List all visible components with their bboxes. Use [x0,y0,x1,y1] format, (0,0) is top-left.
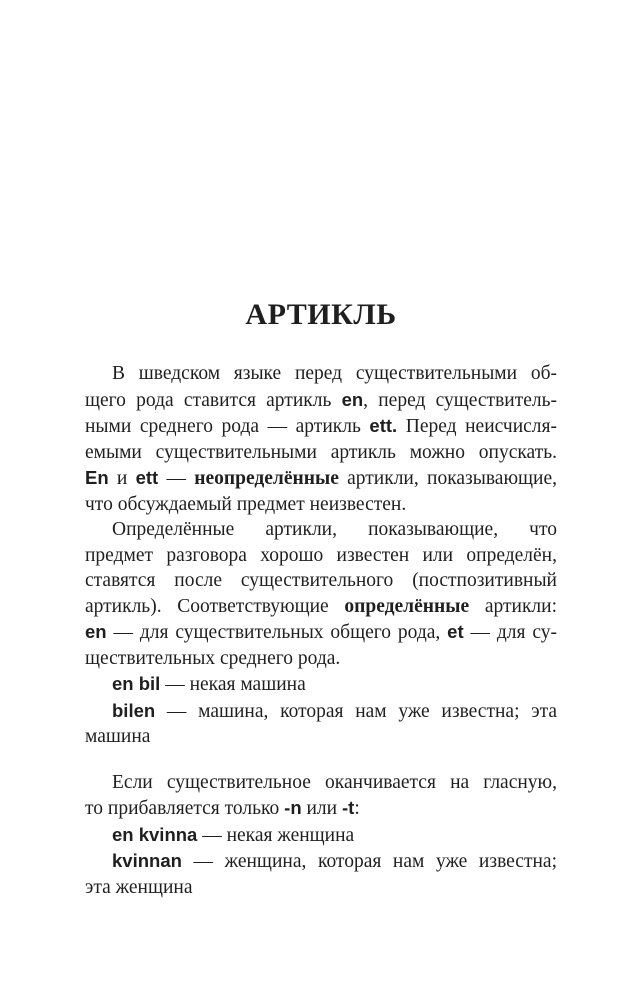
paragraph-example-kvinnan [85,848,557,900]
text-segment: , перед существитель- [363,389,558,411]
chapter-title: АРТИКЛЬ [245,298,397,331]
text-segment: то прибавляется только [85,798,285,819]
text-line [85,413,557,440]
text-column [85,298,557,900]
text-segment: В шведском языке перед существительными об- [112,363,557,384]
paragraph-definite-articles [85,517,557,671]
text-segment: эта женщина [85,876,193,898]
text-segment: Перед неисчисля- [397,416,557,437]
text-segment: — [158,468,195,489]
text-segment: ставятся после существительного (постпозитивный [85,570,557,591]
text-segment: — женщина, которая нам уже известна; [181,851,557,872]
text-segment: предмет разговора хорошо известен или определён, [85,544,557,566]
swedish-term: -n [284,797,302,818]
swedish-term: en bil [112,673,161,694]
text-line [85,594,557,620]
swedish-term: et [447,621,464,642]
text-line [85,724,557,750]
text-line [85,671,557,698]
swedish-term: en [341,388,364,410]
swedish-term: En [85,467,109,488]
paragraph-intro-indefinite-articles [85,361,557,517]
text-line [85,543,557,569]
body-text [85,361,557,900]
text-segment: артикль). Соответствующие [85,595,345,617]
text-line [85,568,557,594]
text-segment: ными среднего рода — артикль [85,416,370,437]
swedish-term: en kvinna [112,823,198,845]
text-segment: Определённые артикли, показывающие, что [112,519,557,540]
text-line [85,646,557,672]
text-line [85,875,557,901]
swedish-term: ett [135,467,159,488]
text-line [85,440,557,466]
text-line [85,387,557,414]
paragraph-vowel-ending-rule [85,770,557,822]
paragraph-example-en-bil [85,671,557,698]
text-line [85,822,557,849]
text-segment: — для существительных общего рода, [106,622,448,643]
text-segment: ществительных среднего рода. [85,647,341,669]
text-segment: артикли, показывающие, [338,468,557,489]
text-segment: или [301,798,342,819]
text-line [85,465,557,492]
emphasized-term: неопределённые [194,468,339,489]
swedish-term: -t [341,797,355,818]
text-line [85,517,557,543]
text-segment: щего рода ставится артикль [85,389,342,411]
text-line [85,492,557,518]
text-segment: — для су- [463,622,558,643]
text-segment: — машина, которая нам уже известна; эта [155,700,557,722]
text-line [85,848,557,875]
paragraph-example-bilen [85,698,557,750]
text-segment: что обсуждаемый предмет неизвестен. [85,493,407,515]
text-segment: машина [85,726,151,747]
text-segment: емыми существительными артикль можно опускать. [85,441,557,463]
text-segment: и [108,468,136,489]
paragraph-example-en-kvinna [85,822,557,849]
text-line [85,795,557,822]
swedish-term: ett. [369,415,398,436]
text-line [85,361,557,387]
text-segment: — некая машина [160,674,306,695]
text-segment: : [354,798,360,819]
swedish-term: bilen [112,699,156,721]
text-line [85,770,557,796]
emphasized-term: определённые [344,595,470,617]
text-segment: — некая женщина [197,824,355,846]
text-line [85,698,557,725]
text-line [85,619,557,646]
swedish-term: en [85,621,107,642]
text-segment: артикли: [469,595,557,617]
swedish-term: kvinnan [112,850,182,871]
text-segment: Если существительное оканчивается на гласную, [112,771,557,793]
